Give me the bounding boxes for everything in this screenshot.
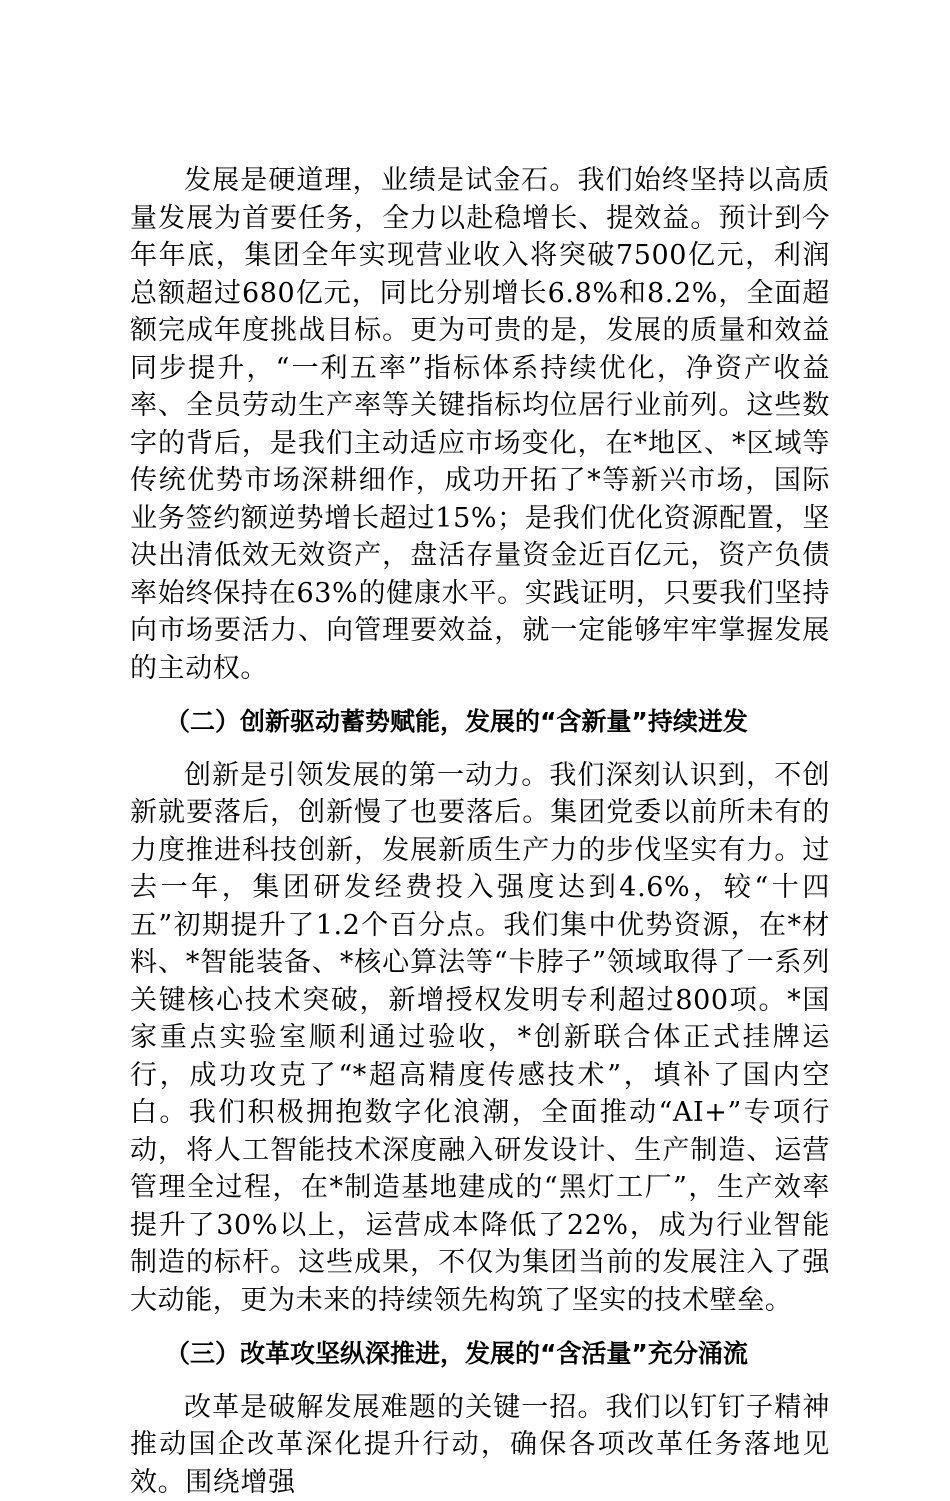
paragraph-performance: 发展是硬道理，业绩是试金石。我们始终坚持以高质量发展为首要任务，全力以赴稳增长、提效益。预计到今年年底，集团全年实现营业收入将突破7500亿元，利润总额超过680亿元，同比分别增长6.8%和8.2%，全面超额完成年度挑战目标。更为可贵的是，发展的质量和效益同步提升，“一利五率”指标体系持续优化，净资产收益率、全员劳动生产率等关键指标均位居行业前列。这些数字的背后，是我们主动适应市场变化，在*地区、*区域等传统优势市场深耕细作，成功开拓了*等新兴市场，国际业务签约额逆势增长超过15%；是我们优化资源配置，坚决出清低效无效资产，盘活存量资金近百亿元，资产负债率始终保持在63%的健康水平。实践证明，只要我们坚持向市场要活力、向管理要效益，就一定能够牢牢掌握发展的主动权。 xyxy=(130,162,830,687)
paragraph-innovation: 创新是引领发展的第一动力。我们深刻认识到，不创新就要落后，创新慢了也要落后。集团党委以前所未有的力度推进科技创新，发展新质生产力的步伐坚实有力。过去一年，集团研发经费投入强度达到4.6%，较“十四五”初期提升了1.2个百分点。我们集中优势资源，在*材料、*智能装备、*核心算法等“卡脖子”领域取得了一系列关键核心技术突破，新增授权发明专利超过800项。*国家重点实验室顺利通过验收，*创新联合体正式挂牌运行，成功攻克了“*超高精度传感技术”，填补了国内空白。我们积极拥抱数字化浪潮，全面推动“AI+”专项行动，将人工智能技术深度融入研发设计、生产制造、运营管理全过程，在*制造基地建成的“黑灯工厂”，生产效率提升了30%以上，运营成本降低了22%，成为行业智能制造的标杆。这些成果，不仅为集团当前的发展注入了强大动能，更为未来的持续领先构筑了坚实的技术壁垒。 xyxy=(130,757,830,1320)
document-page xyxy=(130,162,830,1501)
heading-innovation: （二）创新驱动蓄势赋能，发展的“含新量”持续迸发 xyxy=(130,703,830,741)
heading-reform: （三）改革攻坚纵深推进，发展的“含活量”充分涌流 xyxy=(130,1335,830,1373)
paragraph-reform: 改革是破解发展难题的关键一招。我们以钉钉子精神推动国企改革深化提升行动，确保各项改革任务落地见效。围绕增强 xyxy=(130,1389,830,1501)
